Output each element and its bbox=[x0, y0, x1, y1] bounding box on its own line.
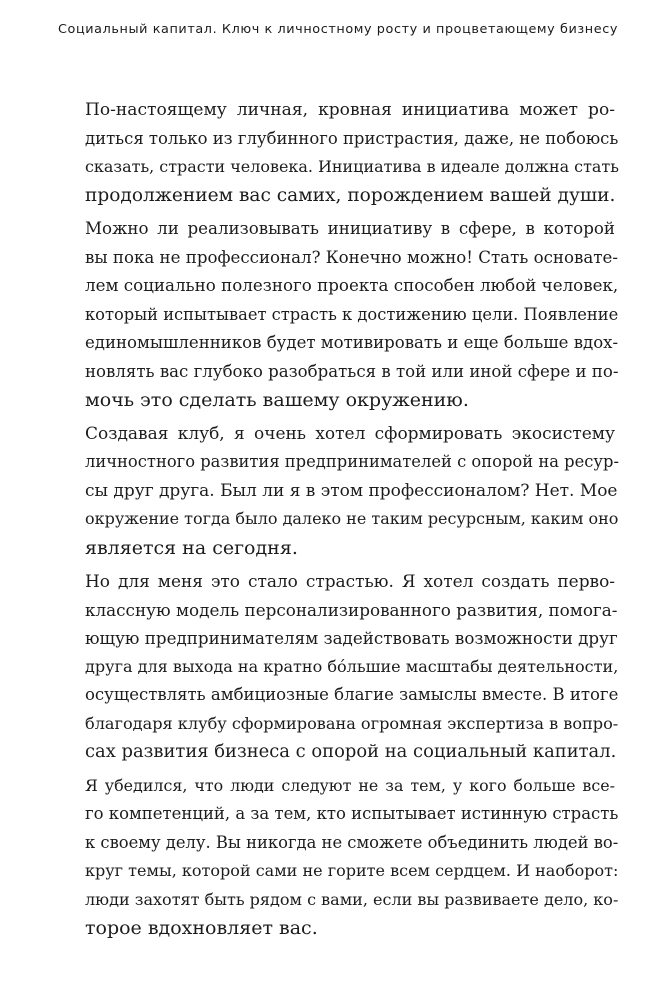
body-text bbox=[59, 96, 619, 948]
text-line: который испытывает страсть к достижению цели. Появление bbox=[85, 304, 619, 324]
paragraph bbox=[59, 96, 619, 210]
text-line: к своему делу. Вы никогда не сможете объединить людей во- bbox=[85, 832, 619, 852]
text-line: сы друг друга. Был ли я в этом профессионалом? Нет. Мое bbox=[85, 480, 618, 501]
text-line: Но для меня это стало страстью. Я хотел создать перво- bbox=[85, 571, 615, 591]
paragraph bbox=[59, 215, 619, 415]
text-line: мочь это сделать вашему окружению. bbox=[85, 389, 469, 411]
text-line: диться только из глубинного пристрастия, даже, не побоюсь bbox=[85, 128, 619, 148]
text-line: личностного развития предпринимателей с опорой на ресур- bbox=[85, 452, 619, 471]
text-line: Создавая клуб, я очень хотел сформировать экосистему bbox=[85, 423, 615, 444]
text-line: сказать, страсти человека. Инициатива в идеале должна стать bbox=[85, 157, 619, 176]
text-line: ющую предпринимателям задействовать возможности друг bbox=[85, 628, 618, 648]
text-line: лем социально полезного проекта способен любой человек, bbox=[85, 276, 619, 295]
text-line: новлять вас глубоко разобраться в той или иной сфере и по- bbox=[85, 361, 619, 381]
paragraph bbox=[59, 420, 619, 563]
text-line: осуществлять амбициозные благие замыслы вместе. В итоге bbox=[85, 685, 619, 704]
text-line: друга для выхода на кратно бóльшие масштабы деятельности, bbox=[85, 656, 619, 676]
text-line: сах развития бизнеса с опорой на социальный капитал. bbox=[85, 741, 617, 762]
paragraph bbox=[59, 772, 619, 943]
text-line: го компетенций, а за тем, кто испытывает истинную страсть bbox=[85, 804, 619, 823]
text-line: благодаря клубу сформирована огромная экспертиза в вопро- bbox=[85, 713, 619, 733]
text-line: окружение тогда было далеко не таким ресурсным, каким оно bbox=[85, 509, 619, 528]
text-line: Я убедился, что люди следуют не за тем, у кого больше все- bbox=[85, 775, 615, 795]
running-header: Социальный капитал. Ключ к личностному росту и процветающему бизнесу bbox=[58, 22, 619, 37]
text-line: классную модель персонализированного развития, помога- bbox=[85, 599, 618, 620]
text-line: люди захотят быть рядом с вами, если вы развиваете дело, ко- bbox=[85, 889, 619, 909]
text-line: единомышленников будет мотивировать и еще больше вдох- bbox=[85, 333, 619, 352]
text-line: Можно ли реализовывать инициативу в сфере, в которой bbox=[85, 219, 615, 238]
text-line: По-настоящему личная, кровная инициатива может ро- bbox=[85, 100, 615, 120]
text-line: продолжением вас самих, порождением вашей души. bbox=[85, 184, 616, 206]
text-line: круг темы, которой сами не горите всем сердцем. И наоборот: bbox=[85, 861, 619, 880]
text-line: является на сегодня. bbox=[85, 536, 298, 559]
paragraph bbox=[59, 567, 619, 767]
text-line: вы пока не профессионал? Конечно можно! Стать основате- bbox=[85, 247, 618, 267]
text-line: торое вдохновляет вас. bbox=[85, 917, 318, 939]
